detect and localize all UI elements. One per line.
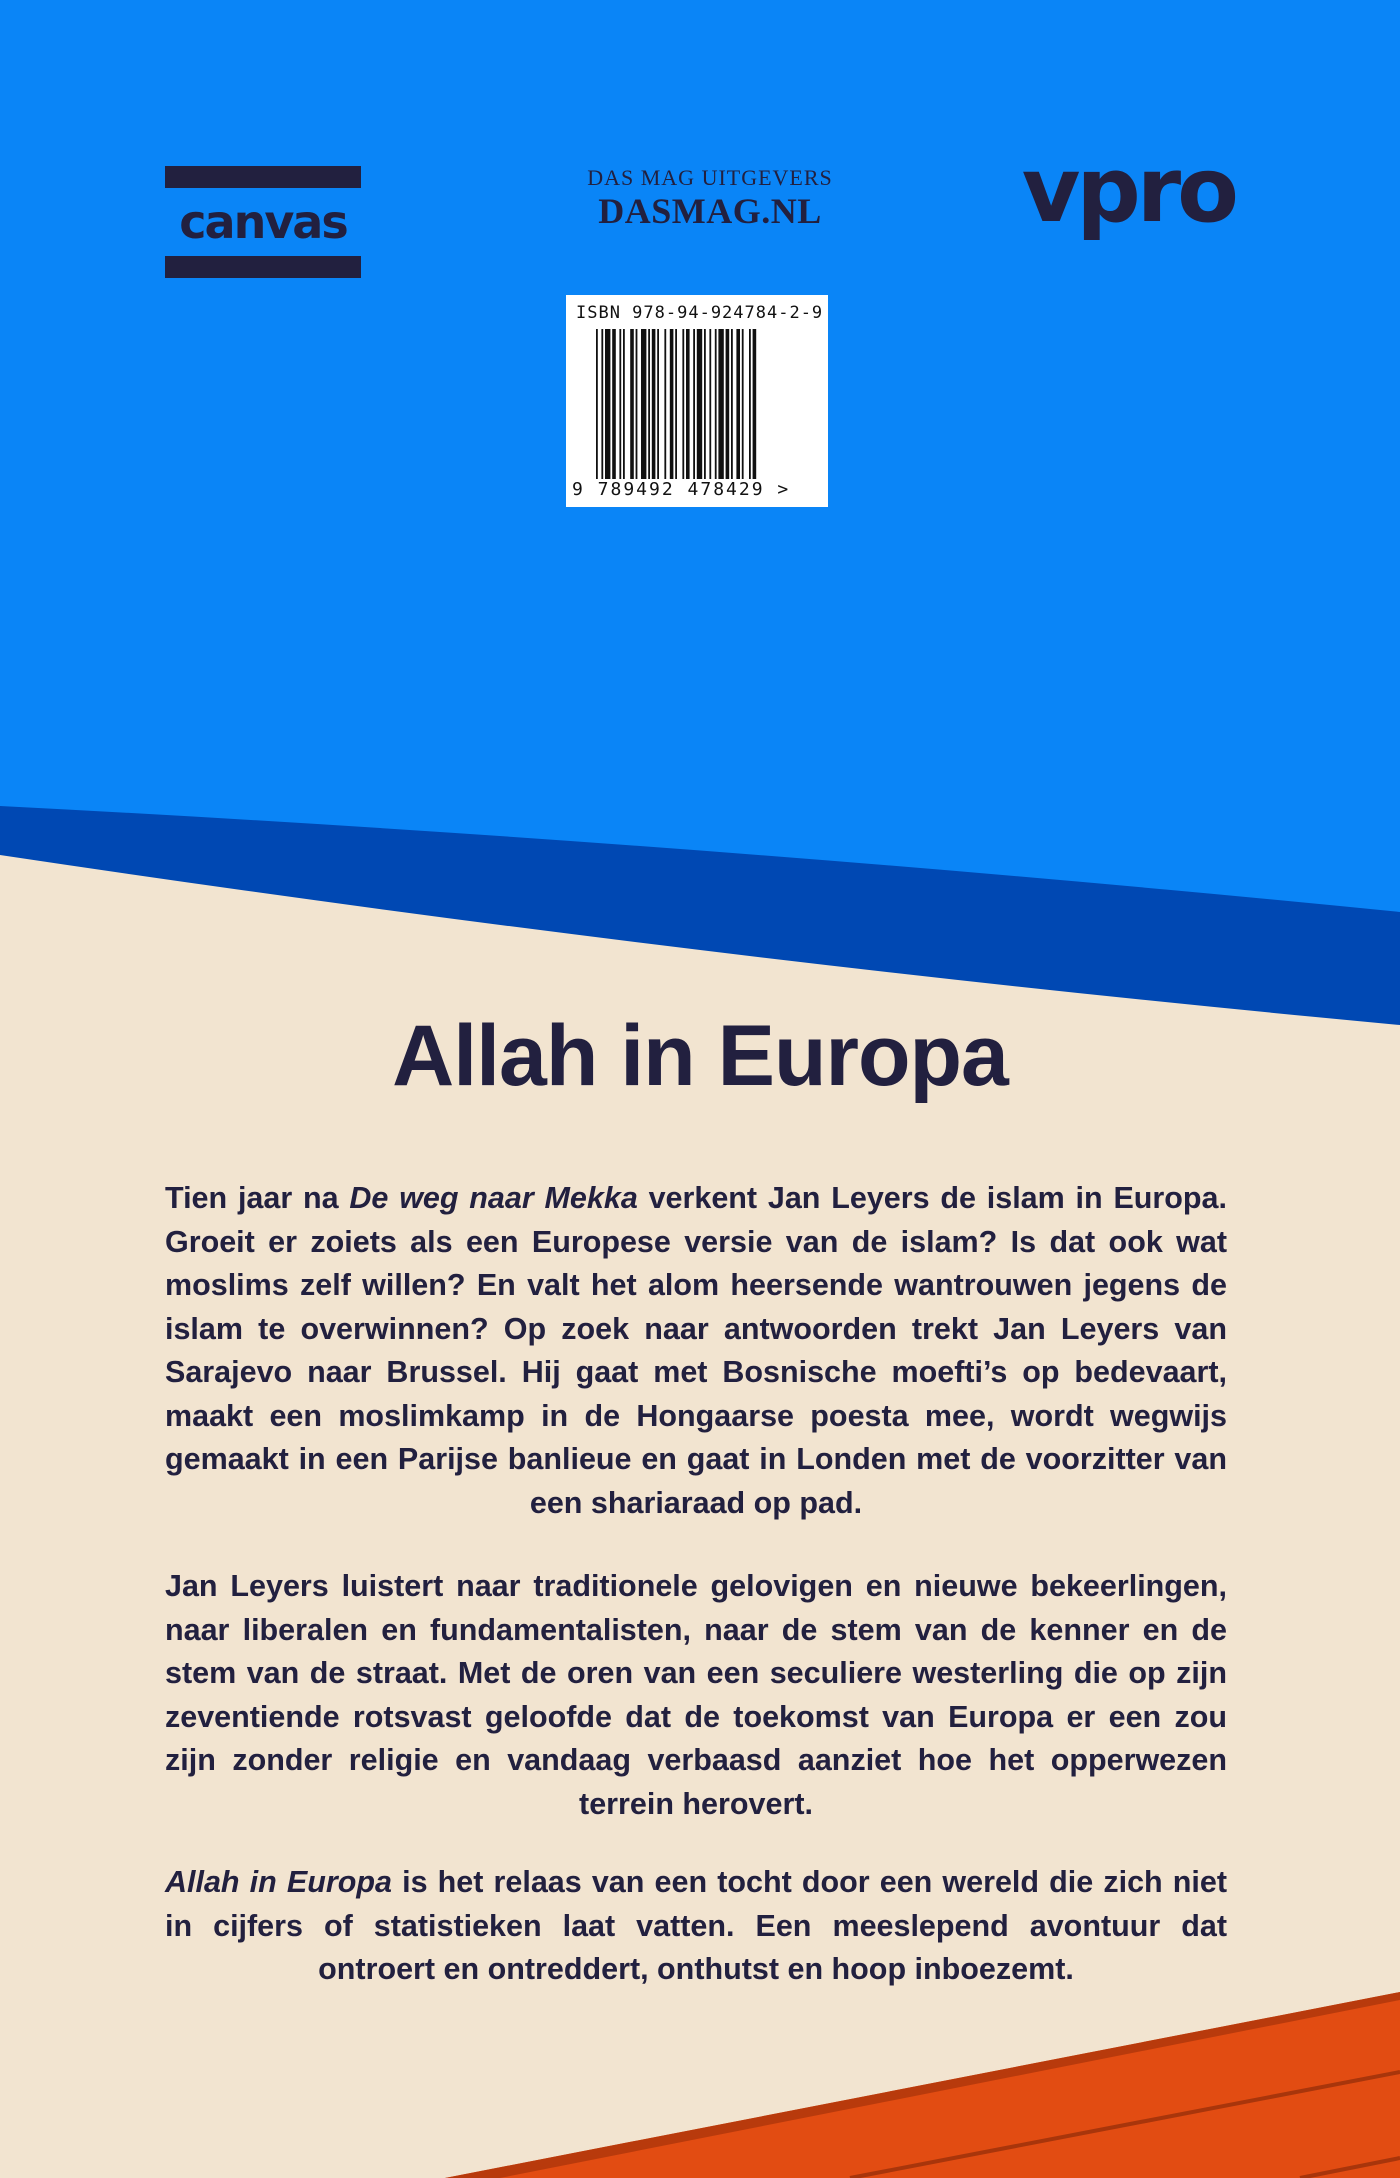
barcode-stripe [693, 329, 695, 479]
book-title: Allah in Europa [392, 1008, 1008, 1104]
barcode-stripe [641, 329, 646, 479]
vpro-logo: vpro [1021, 138, 1235, 243]
barcode-stripe [686, 329, 690, 479]
barcode-stripe [636, 329, 638, 479]
barcode-stripe [726, 329, 730, 479]
blurb-p3-title-reference: Allah in Europa [165, 1865, 392, 1899]
publisher-name: DAS MAG UITGEVERS [587, 165, 833, 190]
barcode-stripe [731, 329, 733, 479]
blurb-p1-lead: Tien jaar na [165, 1181, 350, 1215]
blurb-p1-book-reference: De weg naar Mekka [349, 1181, 638, 1215]
barcode-stripe [715, 329, 717, 479]
isbn-label: ISBN 978-94-924784-2-9 [576, 303, 824, 323]
canvas-logo [165, 166, 361, 278]
blurb-p3-body: is het relaas van een tocht door een wereld die zich niet in cijfers of statistieken laat vatten. Een meeslepend avontuur dat ontroert en ontreddert, onthutst en hoop inboezemt. [165, 1865, 1228, 1986]
barcode-digits: 9 789492 478429 > [572, 479, 791, 500]
publisher-website: DASMAG.NL [598, 191, 822, 231]
barcode-stripe [718, 329, 723, 479]
barcode-stripe [612, 329, 616, 479]
barcode-stripe [670, 329, 674, 479]
canvas-logo-bar-bottom [165, 256, 361, 278]
canvas-logo-bar-top [165, 166, 361, 188]
blurb-paragraph-3 [165, 1861, 1227, 1992]
barcode-bars [596, 329, 804, 479]
barcode-stripe [749, 329, 751, 479]
blurb-paragraph-2: Jan Leyers luistert naar traditionele gelovigen en nieuwe bekeerlingen, naar liberalen en fundamentalisten, naar de stem van de kenner en de stem van de straat. Met de oren van een seculiere westerling die op zijn zeventiende rotsvast geloofde dat de toekomst van Europa er een zou zijn zonder religie en vandaag verbaasd aanziet hoe het opperwezen terrein herovert. [165, 1569, 1227, 1821]
blurb-p1-body: verkent Jan Leyers de islam in Europa. Groeit er zoiets als een Europese versie van de islam? Is dat ook wat moslims zelf willen? En valt het alom heersende wantrouwen jegens de islam te overwinnen? Op zoek naar antwoorden trekt Jan Leyers van Sarajevo naar Brussel. Hij gaat met Bosnische moefti’s op bedevaart, maakt een moslimkamp in de Hongaarse poesta mee, wordt wegwijs gemaakt in een Parijse banlieue en gaat in Londen met de voorzitter van een shariaraad op pad. [165, 1181, 1227, 1520]
blurb-paragraph-1 [165, 1177, 1227, 1525]
barcode-stripe [664, 329, 666, 479]
canvas-logo-text: canvas [179, 195, 347, 249]
barcode-stripe [704, 329, 706, 479]
barcode-stripe [623, 329, 625, 479]
barcode-stripe [753, 329, 757, 479]
barcode-stripe [742, 329, 744, 479]
barcode-stripe [605, 329, 610, 479]
barcode-stripe [601, 329, 603, 479]
barcode-stripe [682, 329, 684, 479]
barcode-stripe [619, 329, 621, 479]
isbn-barcode [566, 295, 828, 507]
barcode-stripe [630, 329, 634, 479]
barcode-stripe [648, 329, 650, 479]
barcode-stripe [736, 329, 740, 479]
publisher-block [540, 166, 880, 232]
barcode-stripe [697, 329, 702, 479]
barcode-stripe [675, 329, 677, 479]
barcode-stripe [596, 329, 598, 479]
barcode-stripe [709, 329, 711, 479]
barcode-stripe [657, 329, 659, 479]
barcode-stripe [652, 329, 656, 479]
